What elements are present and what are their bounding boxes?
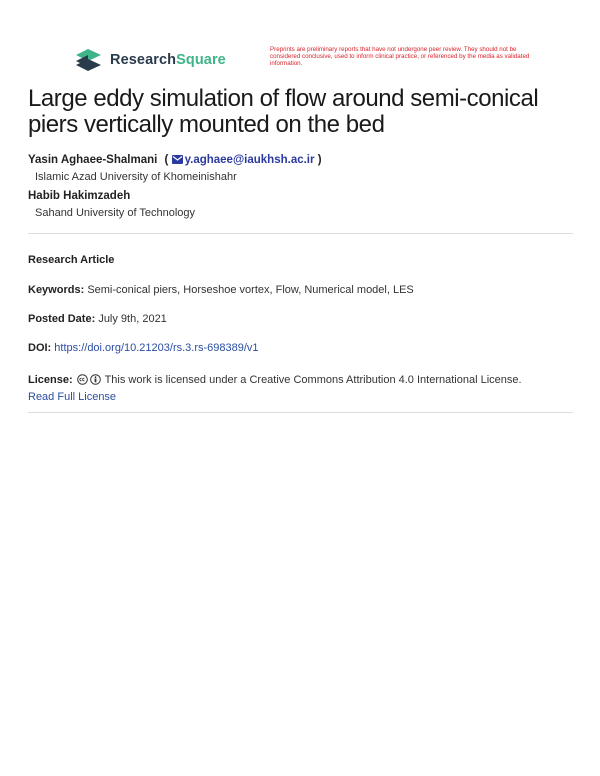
license-row — [28, 372, 573, 406]
read-full-license-link[interactable]: Read Full License — [28, 391, 117, 403]
logo-word-research: Research — [110, 51, 177, 68]
author-1-affiliation: Islamic Azad University of Khomeinishahr — [35, 171, 237, 183]
posted-date-value: July 9th, 2021 — [98, 313, 167, 325]
research-square-logo[interactable] — [74, 49, 226, 71]
article-title: Large eddy simulation of flow around semi-conical piers vertically mounted on the bed — [28, 85, 539, 138]
author-1-open-paren: ( — [164, 154, 169, 166]
license-text: This work is licensed under a Creative Commons Attribution 4.0 International License. — [104, 374, 522, 386]
author-2 — [28, 190, 130, 202]
author-1-name: Yasin Aghaee-Shalmani — [28, 154, 158, 166]
cc-icon[interactable] — [77, 374, 88, 385]
research-square-logo-icon — [74, 49, 103, 71]
logo-text — [110, 53, 226, 68]
article-type — [28, 254, 114, 266]
author-2-name: Habib Hakimzadeh — [28, 190, 131, 202]
keywords-label: Keywords: — [28, 284, 85, 296]
doi-row — [28, 342, 259, 354]
by-icon[interactable] — [90, 374, 101, 385]
logo-word-square: Square — [176, 51, 226, 68]
preprint-disclaimer: Preprints are preliminary reports that have not undergone peer review. They should not be considered conclusive, used to inform clinical practice, or referenced by the media as validated information. — [270, 46, 530, 68]
posted-date-label: Posted Date: — [28, 313, 96, 325]
author-1-close-paren: ) — [317, 154, 322, 166]
article-type-label: Research Article — [28, 254, 115, 266]
divider-bottom — [28, 412, 573, 413]
license-label: License: — [28, 374, 73, 386]
doi-link[interactable]: https://doi.org/10.21203/rs.3.rs-698389/v1 — [54, 342, 259, 354]
keywords-value: Semi-conical piers, Horseshoe vortex, Flow, Numerical model, LES — [87, 284, 414, 296]
author-2-affiliation: Sahand University of Technology — [35, 207, 196, 219]
posted-date-row — [28, 313, 167, 325]
divider-top — [28, 233, 573, 234]
mail-icon — [172, 155, 183, 164]
doi-label: DOI: — [28, 342, 52, 354]
author-1-email-link[interactable] — [172, 154, 318, 166]
author-1-email: y.aghaee@iaukhsh.ac.ir — [184, 154, 315, 166]
keywords-row — [28, 284, 414, 296]
author-1 — [28, 154, 322, 166]
